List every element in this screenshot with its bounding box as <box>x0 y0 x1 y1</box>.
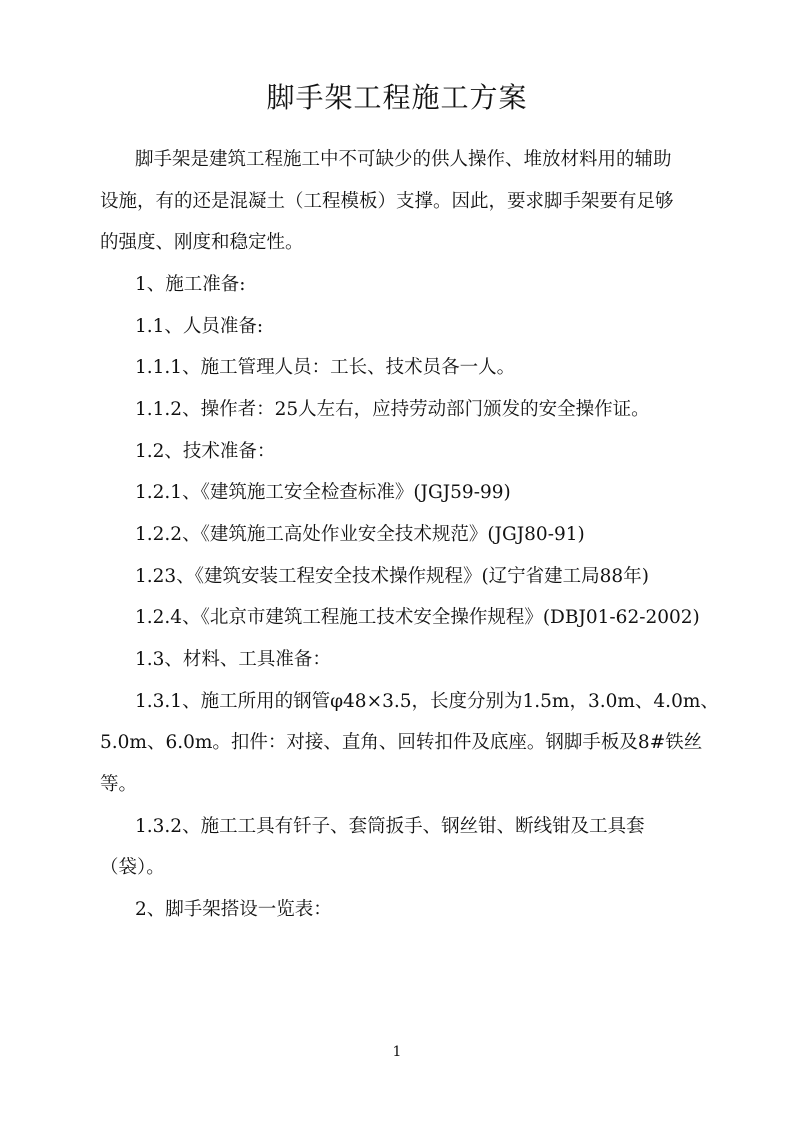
paragraph-line: 设施，有的还是混凝土（工程模板）支撑。因此，要求脚手架要有足够 <box>100 191 674 212</box>
paragraph-line: 脚手架是建筑工程施工中不可缺少的供人操作、堆放材料用的辅助 <box>135 149 672 170</box>
list-item-continuation: 等。 <box>100 774 138 795</box>
page-number: 1 <box>392 1044 402 1060</box>
list-item: 1.23、《建筑安装工程安全技术操作规程》(辽宁省建工局88年) <box>135 566 649 587</box>
document-title: 脚手架工程施工方案 <box>266 81 528 114</box>
subsection-heading: 1.3、材料、工具准备： <box>135 649 331 670</box>
list-item: 1.2.1、《建筑施工安全检查标准》(JGJ59-99) <box>135 482 511 503</box>
list-item: 1.2.2、《建筑施工高处作业安全技术规范》(JGJ80-91) <box>135 524 585 545</box>
paragraph-line: 的强度、刚度和稳定性。 <box>100 232 304 253</box>
subsection-heading: 1.1、人员准备: <box>135 316 264 337</box>
section-heading: 1、施工准备: <box>135 274 246 295</box>
subsection-heading: 1.2、技术准备： <box>135 441 276 462</box>
list-item: 1.1.2、操作者：25人左右，应持劳动部门颁发的安全操作证。 <box>135 399 650 420</box>
list-item: 1.1.1、施工管理人员：工长、技术员各一人。 <box>135 357 516 378</box>
list-item: 1.3.2、施工工具有钎子、套筒扳手、钢丝钳、断线钳及工具套 <box>135 816 645 837</box>
list-item-continuation: 5.0m、6.0m。扣件：对接、直角、回转扣件及底座。钢脚手板及8#铁丝 <box>100 732 703 753</box>
section-heading: 2、脚手架搭设一览表： <box>135 899 332 920</box>
list-item: 1.3.1、施工所用的钢管φ48×3.5，长度分别为1.5m，3.0m、4.0m、 <box>135 691 719 712</box>
list-item: 1.2.4、《北京市建筑工程施工技术安全操作规程》(DBJ01-62-2002) <box>135 607 700 628</box>
list-item-continuation: （袋）。 <box>100 857 165 878</box>
